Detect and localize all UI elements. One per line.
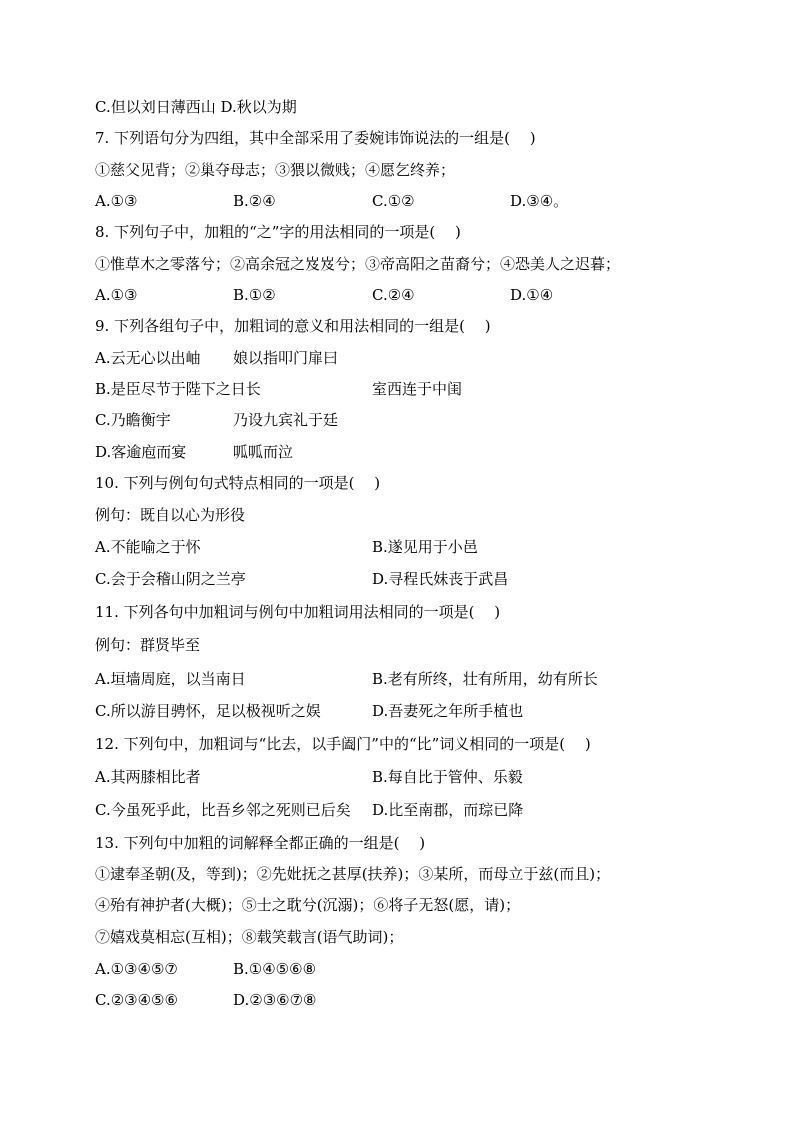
q7-option-c: C.①② bbox=[372, 192, 415, 210]
q10-option-c: C.会于会稽山阴之兰亭 bbox=[95, 570, 246, 588]
q8-option-d: D.①④ bbox=[510, 286, 554, 304]
question-7: 7. 下列语句分为四组，其中全部采用了委婉讳饰说法的一组是( ) bbox=[95, 129, 536, 147]
question-10-example: 例句：既自以心为形役 bbox=[95, 506, 246, 524]
q7-option-d: D.③④。 bbox=[510, 192, 569, 210]
question-10: 10. 下列与例句句式特点相同的一项是( ) bbox=[95, 474, 381, 492]
q9-option-c-1: C.乃瞻衡宇 bbox=[95, 411, 171, 429]
question-13: 13. 下列句中加粗的词解释全都正确的一组是( ) bbox=[95, 834, 426, 852]
q7-option-b: B.②④ bbox=[233, 192, 276, 210]
q9-option-d-1: D.客逾庖而宴 bbox=[95, 443, 187, 461]
q8-option-a: A.①③ bbox=[95, 286, 138, 304]
q12-option-a: A.其两膝相比者 bbox=[95, 768, 201, 786]
question-9: 9. 下列各组句子中，加粗词的意义和用法相同的一组是( ) bbox=[95, 317, 491, 335]
q11-option-d: D.吾妻死之年所手植也 bbox=[372, 702, 524, 720]
q11-option-b: B.老有所终，壮有所用，幼有所长 bbox=[372, 670, 598, 688]
q13-option-b: B.①④⑤⑥⑧ bbox=[233, 960, 317, 978]
q13-option-d: D.②③⑥⑦⑧ bbox=[233, 991, 317, 1009]
q9-option-d-2: 呱呱而泣 bbox=[233, 443, 294, 461]
q9-option-b-2: 室西连于中闺 bbox=[372, 380, 463, 398]
q9-option-a-2: 娘以指叩门扉曰 bbox=[233, 349, 339, 367]
question-13-line-3: ⑦嬉戏莫相忘(互相)；⑧载笑载言(语气助词)； bbox=[95, 928, 404, 946]
q9-option-a-1: A.云无心以出岫 bbox=[95, 349, 201, 367]
q9-option-b-1: B.是臣尽节于陛下之日长 bbox=[95, 380, 261, 398]
q9-option-c-2: 乃设九宾礼于廷 bbox=[233, 411, 339, 429]
q10-option-d: D.寻程氏妹丧于武昌 bbox=[372, 570, 509, 588]
q7-option-a: A.①③ bbox=[95, 192, 138, 210]
q12-option-d: D.比至南郡，而琮已降 bbox=[372, 801, 524, 819]
q12-option-c: C.今虽死乎此，比吾乡邻之死则已后矣 bbox=[95, 801, 351, 819]
question-13-line-2: ④殆有神护者(大概)；⑤士之耽兮(沉溺)；⑥将子无怒(愿，请)； bbox=[95, 896, 521, 914]
question-11-example: 例句：群贤毕至 bbox=[95, 636, 201, 654]
q11-option-c: C.所以游目骋怀，足以极视听之娱 bbox=[95, 702, 321, 720]
question-8-sentences: ①惟草木之零落兮；②高余冠之岌岌兮；③帝高阳之苗裔兮；④恐美人之迟暮； bbox=[95, 255, 621, 273]
q8-option-c: C.②④ bbox=[372, 286, 415, 304]
q10-option-b: B.遂见用于小邑 bbox=[372, 538, 478, 556]
q8-option-b: B.①② bbox=[233, 286, 276, 304]
question-8: 8. 下列句子中，加粗的“之”字的用法相同的一项是( ) bbox=[95, 223, 461, 241]
q13-option-c: C.②③④⑤⑥ bbox=[95, 991, 178, 1009]
question-13-line-1: ①逮奉圣朝(及，等到)；②先妣抚之甚厚(扶养)；③某所，而母立于兹(而且)； bbox=[95, 865, 611, 883]
question-7-sentences: ①慈父见背；②巢夺母志；③猥以微贱；④愿乞终养； bbox=[95, 161, 456, 179]
q12-option-b: B.每自比于管仲、乐毅 bbox=[372, 768, 523, 786]
q11-option-a: A.垣墙周庭，以当南日 bbox=[95, 670, 246, 688]
q6-options-cd: C.但以刘日薄西山 D.秋以为期 bbox=[95, 98, 297, 116]
q13-option-a: A.①③④⑤⑦ bbox=[95, 960, 178, 978]
question-11: 11. 下列各句中加粗词与例句中加粗词用法相同的一项是( ) bbox=[95, 603, 501, 621]
q10-option-a: A.不能喻之于怀 bbox=[95, 538, 201, 556]
question-12: 12. 下列句中，加粗词与“比去，以手阖门”中的“比”词义相同的一项是( ) bbox=[95, 735, 591, 753]
